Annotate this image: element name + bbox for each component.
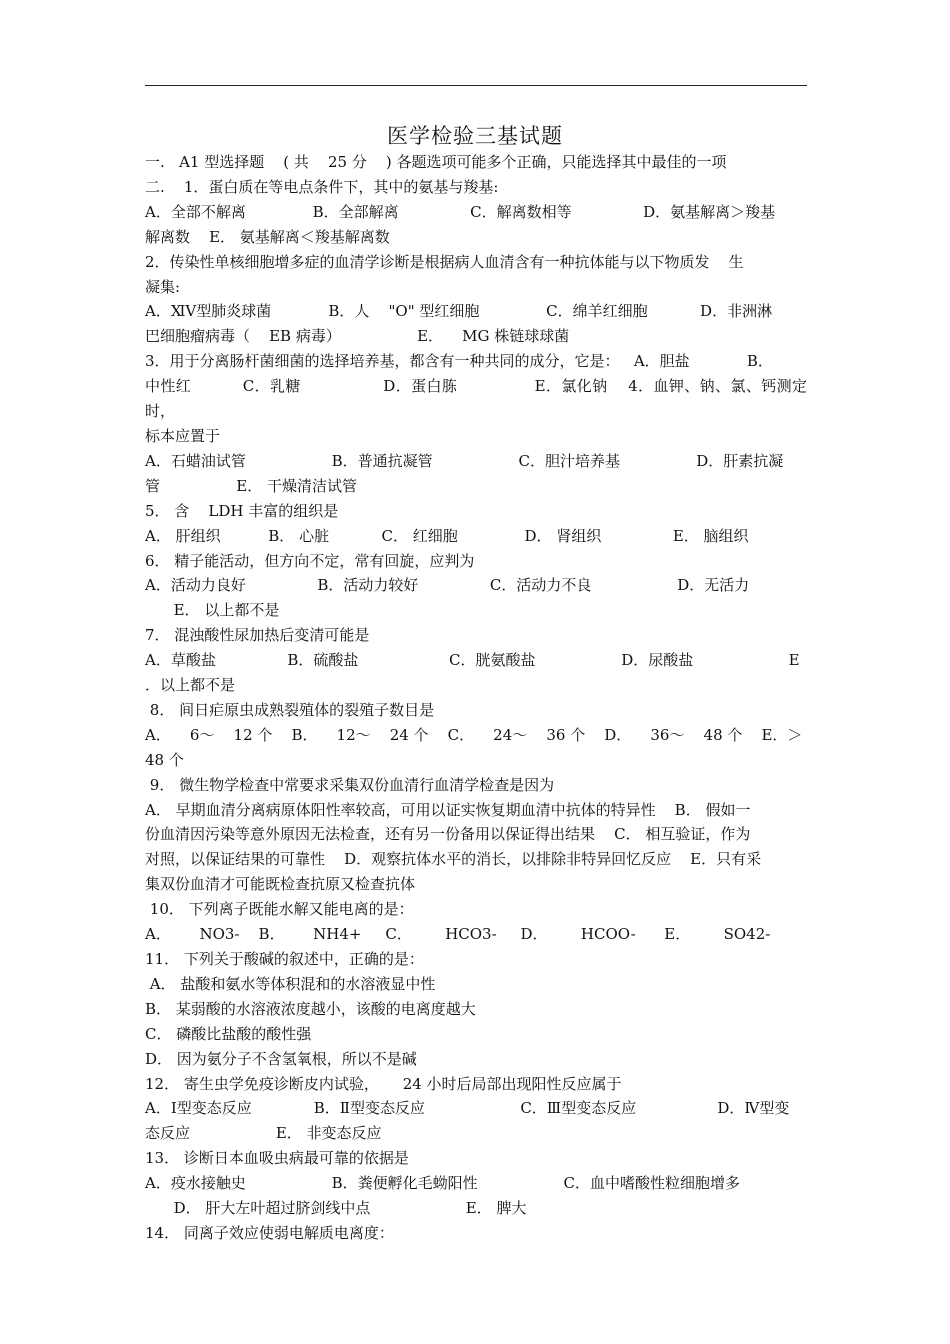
text-line: 凝集:: [145, 277, 181, 296]
text-line: 2．传染性单核细胞增多症的血清学诊断是根据病人血清含有一种抗体能与以下物质发 生: [145, 252, 744, 271]
text-line: 对照，以保证结果的可靠性 D．观察抗体水平的消长，以排除非特异回忆反应 E．只有采: [145, 850, 762, 869]
text-line: 14． 同离子效应使弱电解质电离度：: [145, 1223, 394, 1242]
text-line: 13． 诊断日本血吸虫病最可靠的依据是: [145, 1149, 409, 1168]
text-line: D． 因为氨分子不含氢氧根，所以不是碱: [145, 1049, 417, 1068]
text-line: A．草酸盐 B．硫酸盐 C．胱氨酸盐 D．尿酸盐 E: [145, 651, 800, 670]
text-line: 巴细胞瘤病毒（ EB 病毒） E． MG 株链球球菌: [145, 327, 570, 346]
text-line: 10． 下列离子既能水解又能电离的是：: [145, 900, 414, 919]
text-line: 12． 寄生虫学免疫诊断皮内试验， 24 小时后局部出现阳性反应属于: [145, 1074, 622, 1093]
text-line: 6． 精子能活动，但方向不定，常有回旋，应判为: [145, 551, 475, 570]
text-line: 解离数 E． 氨基解离＜羧基解离数: [145, 227, 390, 246]
text-line: 标本应置于: [145, 426, 221, 445]
text-line: A． 6～ 12 个 B． 12～ 24 个 C． 24～ 36 个 D． 36～ 48 个 E．＞: [145, 725, 803, 744]
text-line: 二. 1．蛋白质在等电点条件下，其中的氨基与羧基:: [145, 177, 499, 196]
header-rule: [145, 85, 807, 86]
text-line: 管 E． 干燥清洁试管: [145, 476, 358, 495]
text-line: A．石蜡油试管 B．普通抗凝管 C．胆汁培养基 D．肝素抗凝: [145, 451, 784, 470]
document-body: [145, 150, 807, 1246]
text-line: D． 肝大左叶超过脐剑线中点 E． 脾大: [145, 1199, 527, 1218]
text-line: A．ⅪⅤ型肺炎球菌 B．人 "O" 型红细胞 C．绵羊红细胞 D．非洲淋: [145, 302, 773, 321]
text-line: A． 肝组织 B． 心脏 C． 红细胞 D． 肾组织 E． 脑组织: [145, 526, 749, 545]
text-line: A．疫水接触史 B．粪便孵化毛蚴阳性 C．血中嗜酸性粒细胞增多: [145, 1174, 740, 1193]
text-line: A． 早期血清分离病原体阳性率较高，可用以证实恢复期血清中抗体的特异性 B． 假如一: [145, 800, 751, 819]
text-line: 集双份血清才可能既检查抗原又检查抗体: [145, 875, 416, 894]
document-title: 医学检验三基试题: [387, 124, 563, 148]
text-line: 9． 微生物学检查中常要求采集双份血清行血清学检查是因为: [145, 775, 555, 794]
text-line: A． NO3- B． NH4+ C． HCO3- D． HCOO- E． SO42-: [145, 925, 771, 944]
text-line: 5． 含 LDH 丰富的组织是: [145, 501, 339, 520]
text-line: A．全部不解离 B．全部解离 C．解离数相等 D．氨基解离＞羧基: [145, 202, 776, 221]
text-line: 3．用于分离肠杆菌细菌的选择培养基，都含有一种共同的成分，它是： A．胆盐 B．: [145, 352, 773, 371]
text-line: A．活动力良好 B．活动力较好 C．活动力不良 D．无活力: [145, 576, 750, 595]
text-line: C． 磷酸比盐酸的酸性强: [145, 1024, 312, 1043]
text-line: 48 个: [145, 750, 184, 769]
text-line: 态反应 E． 非变态反应: [145, 1124, 382, 1143]
text-line: 11． 下列关于酸碱的叙述中，正确的是：: [145, 950, 424, 968]
text-line: ．以上都不是: [145, 676, 236, 695]
text-line: 中性红 C．乳糖 D．蛋白胨 E．氯化钠 4．血钾、钠、氯、钙测定时，: [145, 377, 807, 421]
text-line: 一. A1 型选择题 ( 共 25 分 ) 各题选项可能多个正确，只能选择其中最佳的一项: [145, 153, 727, 171]
text-line: 7． 混浊酸性尿加热后变清可能是: [145, 626, 370, 645]
text-line: A． 盐酸和氨水等体积混和的水溶液显中性: [145, 974, 436, 993]
text-line: B． 某弱酸的水溶液浓度越小，该酸的电离度越大: [145, 999, 476, 1018]
text-line: A．Ⅰ型变态反应 B．Ⅱ型变态反应 C．Ⅲ型变态反应 D．Ⅳ型变: [145, 1099, 790, 1118]
text-line: 份血清因污染等意外原因无法检查，还有另一份备用以保证得出结果 C． 相互验证，作为: [145, 825, 751, 844]
text-line: E． 以上都不是: [145, 601, 280, 620]
text-line: 8． 间日疟原虫成熟裂殖体的裂殖子数目是: [145, 700, 435, 719]
